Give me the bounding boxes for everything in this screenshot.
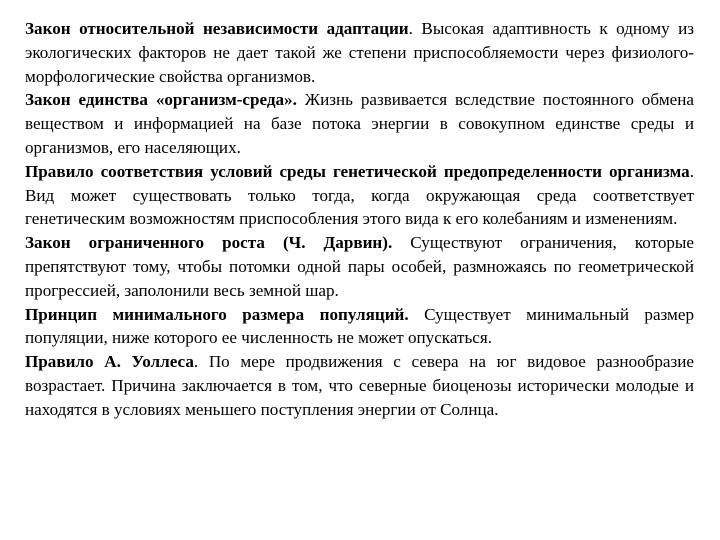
term-genetic-predetermination-rule: Правило соответствия условий среды генетической предопределенности организма: [25, 161, 690, 181]
document-body: [25, 17, 694, 422]
paragraph-wallace-rule: [25, 350, 694, 421]
definition-adaptation-independence-law: . Высокая адаптивность к одному из экологических факторов не дает такой же степени приспособляемости через физиолого-морфологические свойства организмов.: [25, 19, 694, 86]
term-organism-environment-unity-law: Закон единства «организм-среда».: [25, 90, 297, 110]
term-wallace-rule: Правило А. Уоллеса: [25, 352, 194, 372]
paragraph-organism-environment-unity-law: [25, 88, 694, 159]
term-adaptation-independence-law: Закон относительной независимости адаптации: [25, 19, 409, 38]
paragraph-minimum-population-size-principle: [25, 303, 694, 351]
term-limited-growth-law: Закон ограниченного роста (Ч. Дарвин).: [25, 233, 393, 253]
term-minimum-population-size-principle: Принцип минимального размера популяций.: [25, 304, 409, 324]
definition-organism-environment-unity-law: Жизнь развивается вследствие постоянного обмена веществом и информацией на базе потока энергии в совокупном единстве среды и организмов, его населяющих.: [25, 90, 694, 157]
definition-wallace-rule: . По мере продвижения с севера на юг видовое разнообразие возрастает. Причина заключается в том, что северные биоценозы исторически молодые и находятся в условиях меньшего поступления энергии от Солнца.: [25, 352, 694, 419]
definition-genetic-predetermination-rule: . Вид может существовать только тогда, когда окружающая среда соответствует генетическим возможностям приспособления этого вида к его колебаниям и изменениям.: [25, 161, 694, 229]
paragraph-genetic-predetermination-rule: [25, 160, 694, 231]
paragraph-limited-growth-law: [25, 231, 694, 302]
definition-limited-growth-law: Существуют ограничения, которые препятствуют тому, чтобы потомки одной пары особей, размножаясь по геометрической прогрессией, заполонили весь земной шар.: [25, 233, 694, 300]
paragraph-adaptation-independence-law: [25, 17, 694, 88]
definition-minimum-population-size-principle: Существует минимальный размер популяции, ниже которого ее численность не может опускаться.: [25, 304, 694, 348]
